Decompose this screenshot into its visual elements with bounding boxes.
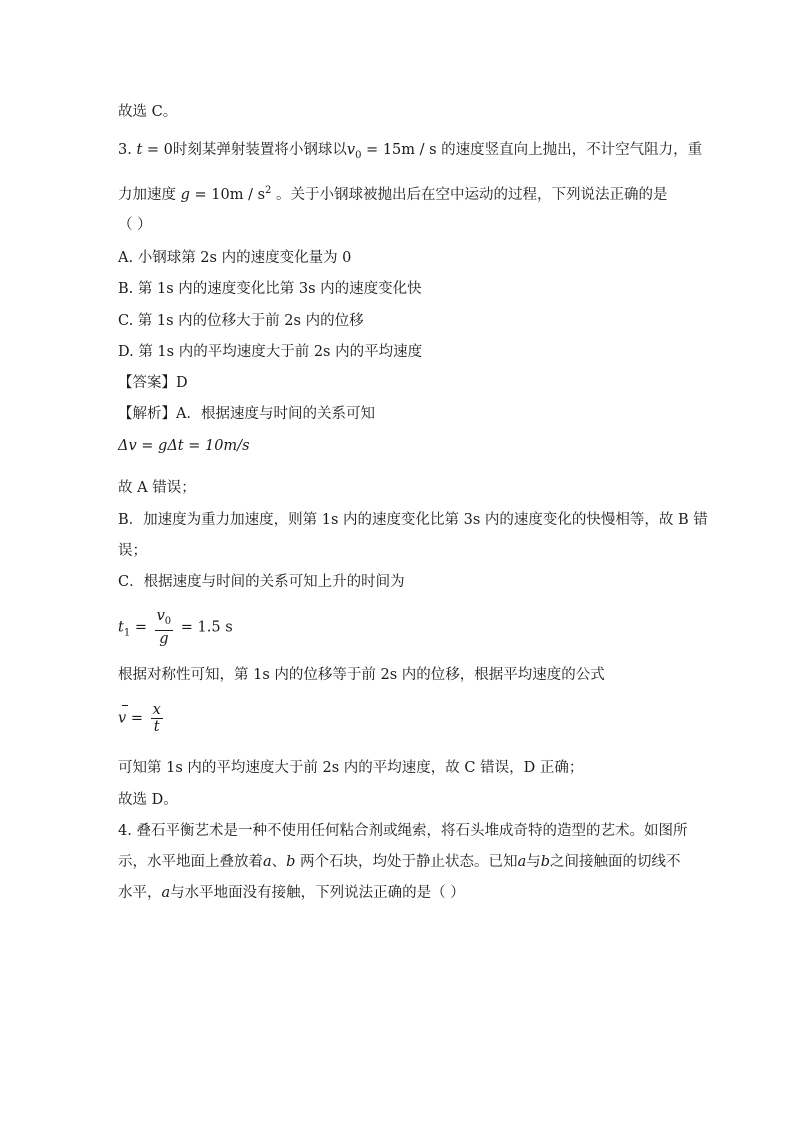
question-3-line-1 — [118, 140, 702, 166]
q4-var-a-2: a — [517, 854, 527, 870]
q4-text-3: 与 — [526, 854, 541, 870]
q3-gravity-label: 力加速度 — [118, 186, 181, 203]
b-line-2: 误； — [118, 543, 147, 559]
formula-delta-v — [118, 438, 250, 454]
question-4-line-3 — [118, 883, 465, 903]
q3-answer: 【答案】D — [118, 375, 188, 391]
formula-t1-num-var: v — [156, 608, 165, 624]
q4-sep: 、 — [271, 854, 287, 870]
q3-analysis: 【解析】A．根据速度与时间的关系可知 — [118, 406, 375, 422]
q3-option-c: C. 第 1s 内的位移大于前 2s 内的位移 — [118, 313, 364, 329]
formula-average-velocity — [118, 702, 166, 735]
q3-option-d: D. 第 1s 内的平均速度大于前 2s 内的平均速度 — [118, 344, 423, 360]
question-4-line-1: 4. 叠石平衡艺术是一种不使用任何粘合剂或绳索，将石头堆成奇特的造型的艺术。如图所 — [118, 823, 688, 839]
q4-text-1: 示，水平地面上叠放着 — [118, 854, 263, 870]
q3-text-2: 的速度竖直向上抛出，不计空气阻力，重 — [436, 142, 703, 158]
q4-text-2: 两个石块，均处于静止状态。已知 — [295, 854, 518, 870]
q3-answer-blank: （ ） — [118, 217, 152, 233]
question-3-line-2 — [118, 181, 668, 205]
choice: 故选 D。 — [118, 792, 178, 808]
q3-gravity-exp: 2 — [265, 185, 272, 196]
formula-t1-fraction — [155, 608, 174, 647]
q4-text-6: 与水平地面没有接触，下列说法正确的是（ ） — [170, 885, 465, 901]
q3-speed: = 15m / s — [361, 142, 437, 158]
formula-avg-var: v — [118, 710, 127, 727]
formula-t1 — [118, 608, 233, 647]
q4-var-b: b — [286, 854, 296, 870]
c-line: C．根据速度与时间的关系可知上升的时间为 — [118, 574, 405, 590]
q3-number: 3. — [118, 142, 132, 158]
conclusion: 可知第 1s 内的平均速度大于前 2s 内的平均速度，故 C 错误，D 正确； — [118, 760, 584, 776]
q3-var-g: g — [180, 186, 190, 203]
formula-t1-num-sub: 0 — [164, 615, 172, 627]
q4-text-4: 之间接触面的切线不 — [550, 854, 681, 870]
q3-gravity-value: = 10m / s — [189, 186, 266, 203]
formula-t1-numerator — [155, 608, 174, 631]
q4-var-a-3: a — [161, 885, 171, 901]
formula-avg-eq: = — [130, 710, 143, 727]
formula-t1-result: = 1.5 s — [180, 619, 233, 636]
previous-answer: 故选 C。 — [118, 104, 178, 120]
q4-var-b-2: b — [540, 854, 551, 870]
formula-avg-denominator: t — [153, 719, 160, 735]
q3-var-v0-sub: 0 — [355, 149, 362, 161]
q3-text: = 0时刻某弹射装置将小钢球以 — [142, 142, 347, 158]
formula-t1-sub: 1 — [123, 627, 131, 639]
b-line-1: B．加速度为重力加速度，则第 1s 内的速度变化比第 3s 内的速度变化的快慢相等，故 B 错 — [118, 512, 708, 528]
formula-t1-eq: = — [134, 619, 147, 636]
q3-option-a: A. 小钢球第 2s 内的速度变化量为 0 — [118, 250, 352, 266]
q3-text-3: 。关于小钢球被抛出后在空中运动的过程，下列说法正确的是 — [271, 186, 668, 203]
q3-var-v0: v — [346, 142, 356, 158]
q4-var-a: a — [263, 854, 272, 870]
symmetry-line: 根据对称性可知，第 1s 内的位移等于前 2s 内的位移，根据平均速度的公式 — [118, 667, 605, 683]
q3-var-t: t — [136, 142, 143, 158]
q3-option-b: B. 第 1s 内的速度变化比第 3s 内的速度变化快 — [118, 281, 422, 297]
formula-t1-denominator: g — [159, 630, 169, 647]
question-4-line-2 — [118, 852, 681, 872]
a-wrong: 故 A 错误； — [118, 480, 196, 496]
formula-avg-fraction — [151, 702, 163, 735]
formula-t1-var: t — [118, 619, 124, 636]
q4-text-5: 水平， — [118, 885, 162, 901]
formula-avg-numerator: x — [152, 702, 161, 718]
formula-delta-v-text: Δv = gΔt = 10m/s — [118, 438, 250, 454]
